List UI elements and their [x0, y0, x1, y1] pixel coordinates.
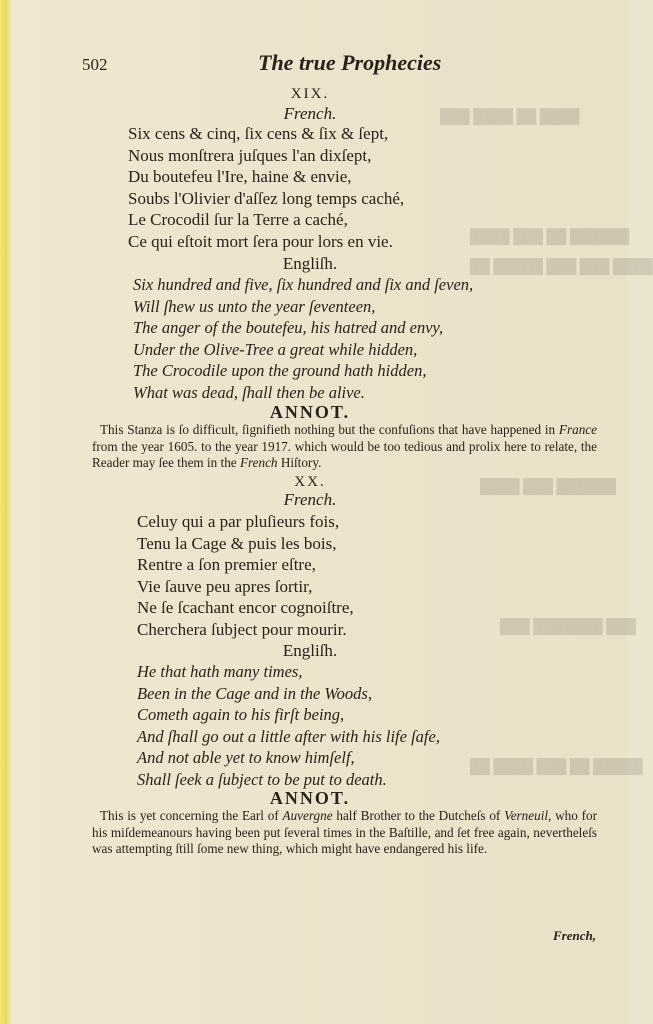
verse-line: Cherchera ſubject pour mourir. — [137, 619, 347, 639]
verse-line: He that hath many times, — [137, 662, 303, 681]
stanza-19-annot-label: ANNOT. — [269, 402, 351, 422]
stanza-20-numeral: XX. — [294, 474, 326, 490]
page-number: 502 — [82, 55, 108, 74]
verse-line: Le Crocodil ſur la Terre a caché, — [128, 210, 348, 230]
stanza-19-annotation: This Stanza is ſo difficult, ſignifieth nothing but the confuſions that have happened in France from the year 1605. to the year 1917. which would be too tedious and prolix here to relate, the Reader may ſee them in the French Hiſtory. — [92, 422, 598, 470]
stanza-19-english-verse — [133, 274, 473, 404]
running-title: The true Prophecies — [258, 50, 442, 75]
stanza-20-english-verse — [137, 661, 440, 791]
verse-line: Tenu la Cage & puis les bois, — [137, 533, 337, 553]
stanza-20-english-label: Engliſh. — [282, 641, 338, 660]
verse-line: And ſhall go out a little after with his life ſafe, — [137, 726, 440, 746]
verse-line: Ne ſe ſcachant encor cognoiſtre, — [137, 598, 354, 618]
stanza-20-french-label: French. — [283, 490, 337, 509]
verse-line: And not able yet to know himſelf, — [137, 748, 355, 768]
verse-line: Been in the Cage and in the Woods, — [137, 683, 372, 703]
verse-line: What was dead, ſhall then be alive. — [133, 382, 365, 402]
stanza-19-french-label: French. — [283, 104, 337, 123]
stanza-20-annot-label: ANNOT. — [269, 788, 351, 808]
verse-line: Shall ſeek a ſubject to be put to death. — [137, 769, 387, 789]
verse-line: Will ſhew us unto the year ſeventeen, — [133, 296, 376, 316]
stanza-19-numeral: XIX. — [290, 86, 330, 102]
verse-line: Rentre a ſon premier eſtre, — [137, 555, 316, 575]
verse-line: Du boutefeu l'Ire, haine & envie, — [128, 167, 352, 187]
verse-line: Celuy qui a par pluſieurs fois, — [137, 512, 340, 531]
verse-line: Under the Olive-Tree a great while hidden, — [133, 339, 418, 359]
stanza-20-french-verse — [137, 511, 354, 641]
stanza-20-annotation: This is yet concerning the Earl of Auvergne half Brother to the Dutcheſs of Verneuil, who for his miſdemeanours having been put ſeveral times in the Baſtille, and ſet free again, nevertheleſs was attempting ſtill ſome new thing, which might have endangered his life. — [92, 808, 598, 856]
verse-line: Soubs l'Olivier d'aſſez long temps caché, — [128, 188, 405, 208]
verse-line: The anger of the boutefeu, his hatred and envy, — [133, 318, 444, 338]
verse-line: Nous monſtrera juſques l'an dixſept, — [128, 145, 372, 165]
verse-line: Six cens & cinq, ſix cens & ſix & ſept, — [128, 124, 389, 143]
verse-line: Ce qui eſtoit mort ſera pour lors en vie. — [128, 231, 393, 251]
stanza-19-french-verse — [128, 123, 404, 253]
stanza-19-english-label: Engliſh. — [282, 254, 338, 273]
verse-line: Cometh again to his firſt being, — [137, 705, 345, 725]
verse-line: Vie ſauve peu apres ſortir, — [137, 576, 313, 596]
verse-line: The Crocodile upon the ground hath hidden, — [133, 361, 427, 381]
verse-line: Six hundred and five, ſix hundred and ſix and ſeven, — [133, 275, 474, 294]
catchword: French, — [553, 928, 596, 943]
